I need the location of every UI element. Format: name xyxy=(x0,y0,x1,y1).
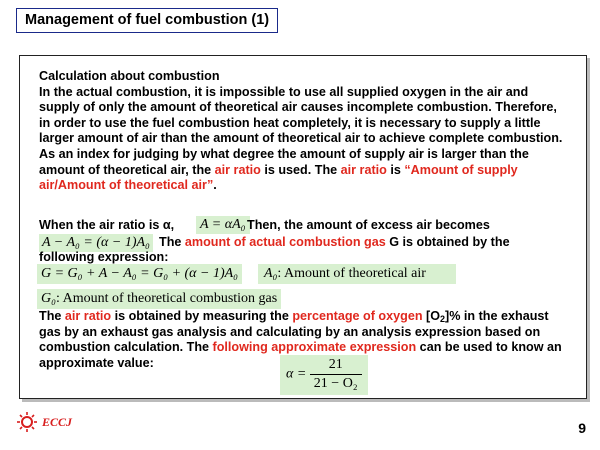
g0-definition: G₀: Amount of theoretical combustion gas xyxy=(37,289,281,309)
paragraph-incomplete-combustion: In the actual combustion, it is impossible to use all supplied oxygen in the air and supply of only the amount of theoretical air causes incomplete combustion. Therefore, in order to use the fuel combustion heat completely, it is necessary to supply a little larger amount of air than the amount of theoretical air to achieve complete combustion. xyxy=(39,84,563,146)
fraction-numerator: 21 xyxy=(310,356,362,375)
logo-text: ECCJ xyxy=(42,414,73,429)
term-approximate-expression: following approximate expression xyxy=(212,340,417,355)
intro-text-block xyxy=(39,69,569,194)
combustion-gas-line: The amount of actual combustion gas G is obtained by the xyxy=(159,235,510,249)
paragraph-oxygen-measurement: The air ratio is obtained by measuring the percentage of oxygen $[O_2]\%$ in the exhaust gas by an exhaust gas analysis and calculating by an analysis expression based on combustion calculation. The following approximate expression can be used to know an approximate value: xyxy=(39,309,562,370)
paragraph-air-ratio-definition: As an index for judging by what degree the amount of supply air is larger than the amount of theoretical air, the air ratio is used. The air ratio is “Amount of supply air/Amount of theoretical air”. xyxy=(39,146,529,193)
formula-supply-air: A = αA₀ xyxy=(196,216,250,234)
following-expression-line: following expression: xyxy=(39,250,169,264)
term-percentage-oxygen: percentage of oxygen xyxy=(292,309,423,323)
fraction-denominator: 21 − O₂ xyxy=(313,376,358,391)
air-ratio-definition: “Amount of supply air/Amount of theoretical air” xyxy=(39,162,518,193)
sun-logo-icon xyxy=(16,411,38,433)
formula-combustion-gas: G = G₀ + A − A₀ = G₀ + (α − 1)A₀ xyxy=(37,264,242,284)
term-air-ratio: air ratio xyxy=(214,162,261,177)
page-number: 9 xyxy=(578,420,586,436)
a0-definition: A₀: Amount of theoretical air xyxy=(258,264,456,284)
section-heading: Calculation about combustion xyxy=(39,69,220,83)
slide-title: Management of fuel combustion (1) xyxy=(16,8,278,33)
excess-air-line: Then, the amount of excess air becomes xyxy=(247,218,490,232)
eccj-logo xyxy=(16,410,72,434)
formula-excess-air: A − A₀ = (α − 1)A₀ xyxy=(39,234,153,252)
formula-air-ratio-approx: α = $\frac{21}{\text{21 − O₂}}$ xyxy=(280,355,368,395)
term-air-ratio: air ratio xyxy=(340,162,387,177)
term-air-ratio: air ratio xyxy=(64,309,112,323)
air-ratio-line: When the air ratio is α, xyxy=(39,218,175,232)
term-actual-combustion-gas: amount of actual combustion gas xyxy=(184,235,386,249)
